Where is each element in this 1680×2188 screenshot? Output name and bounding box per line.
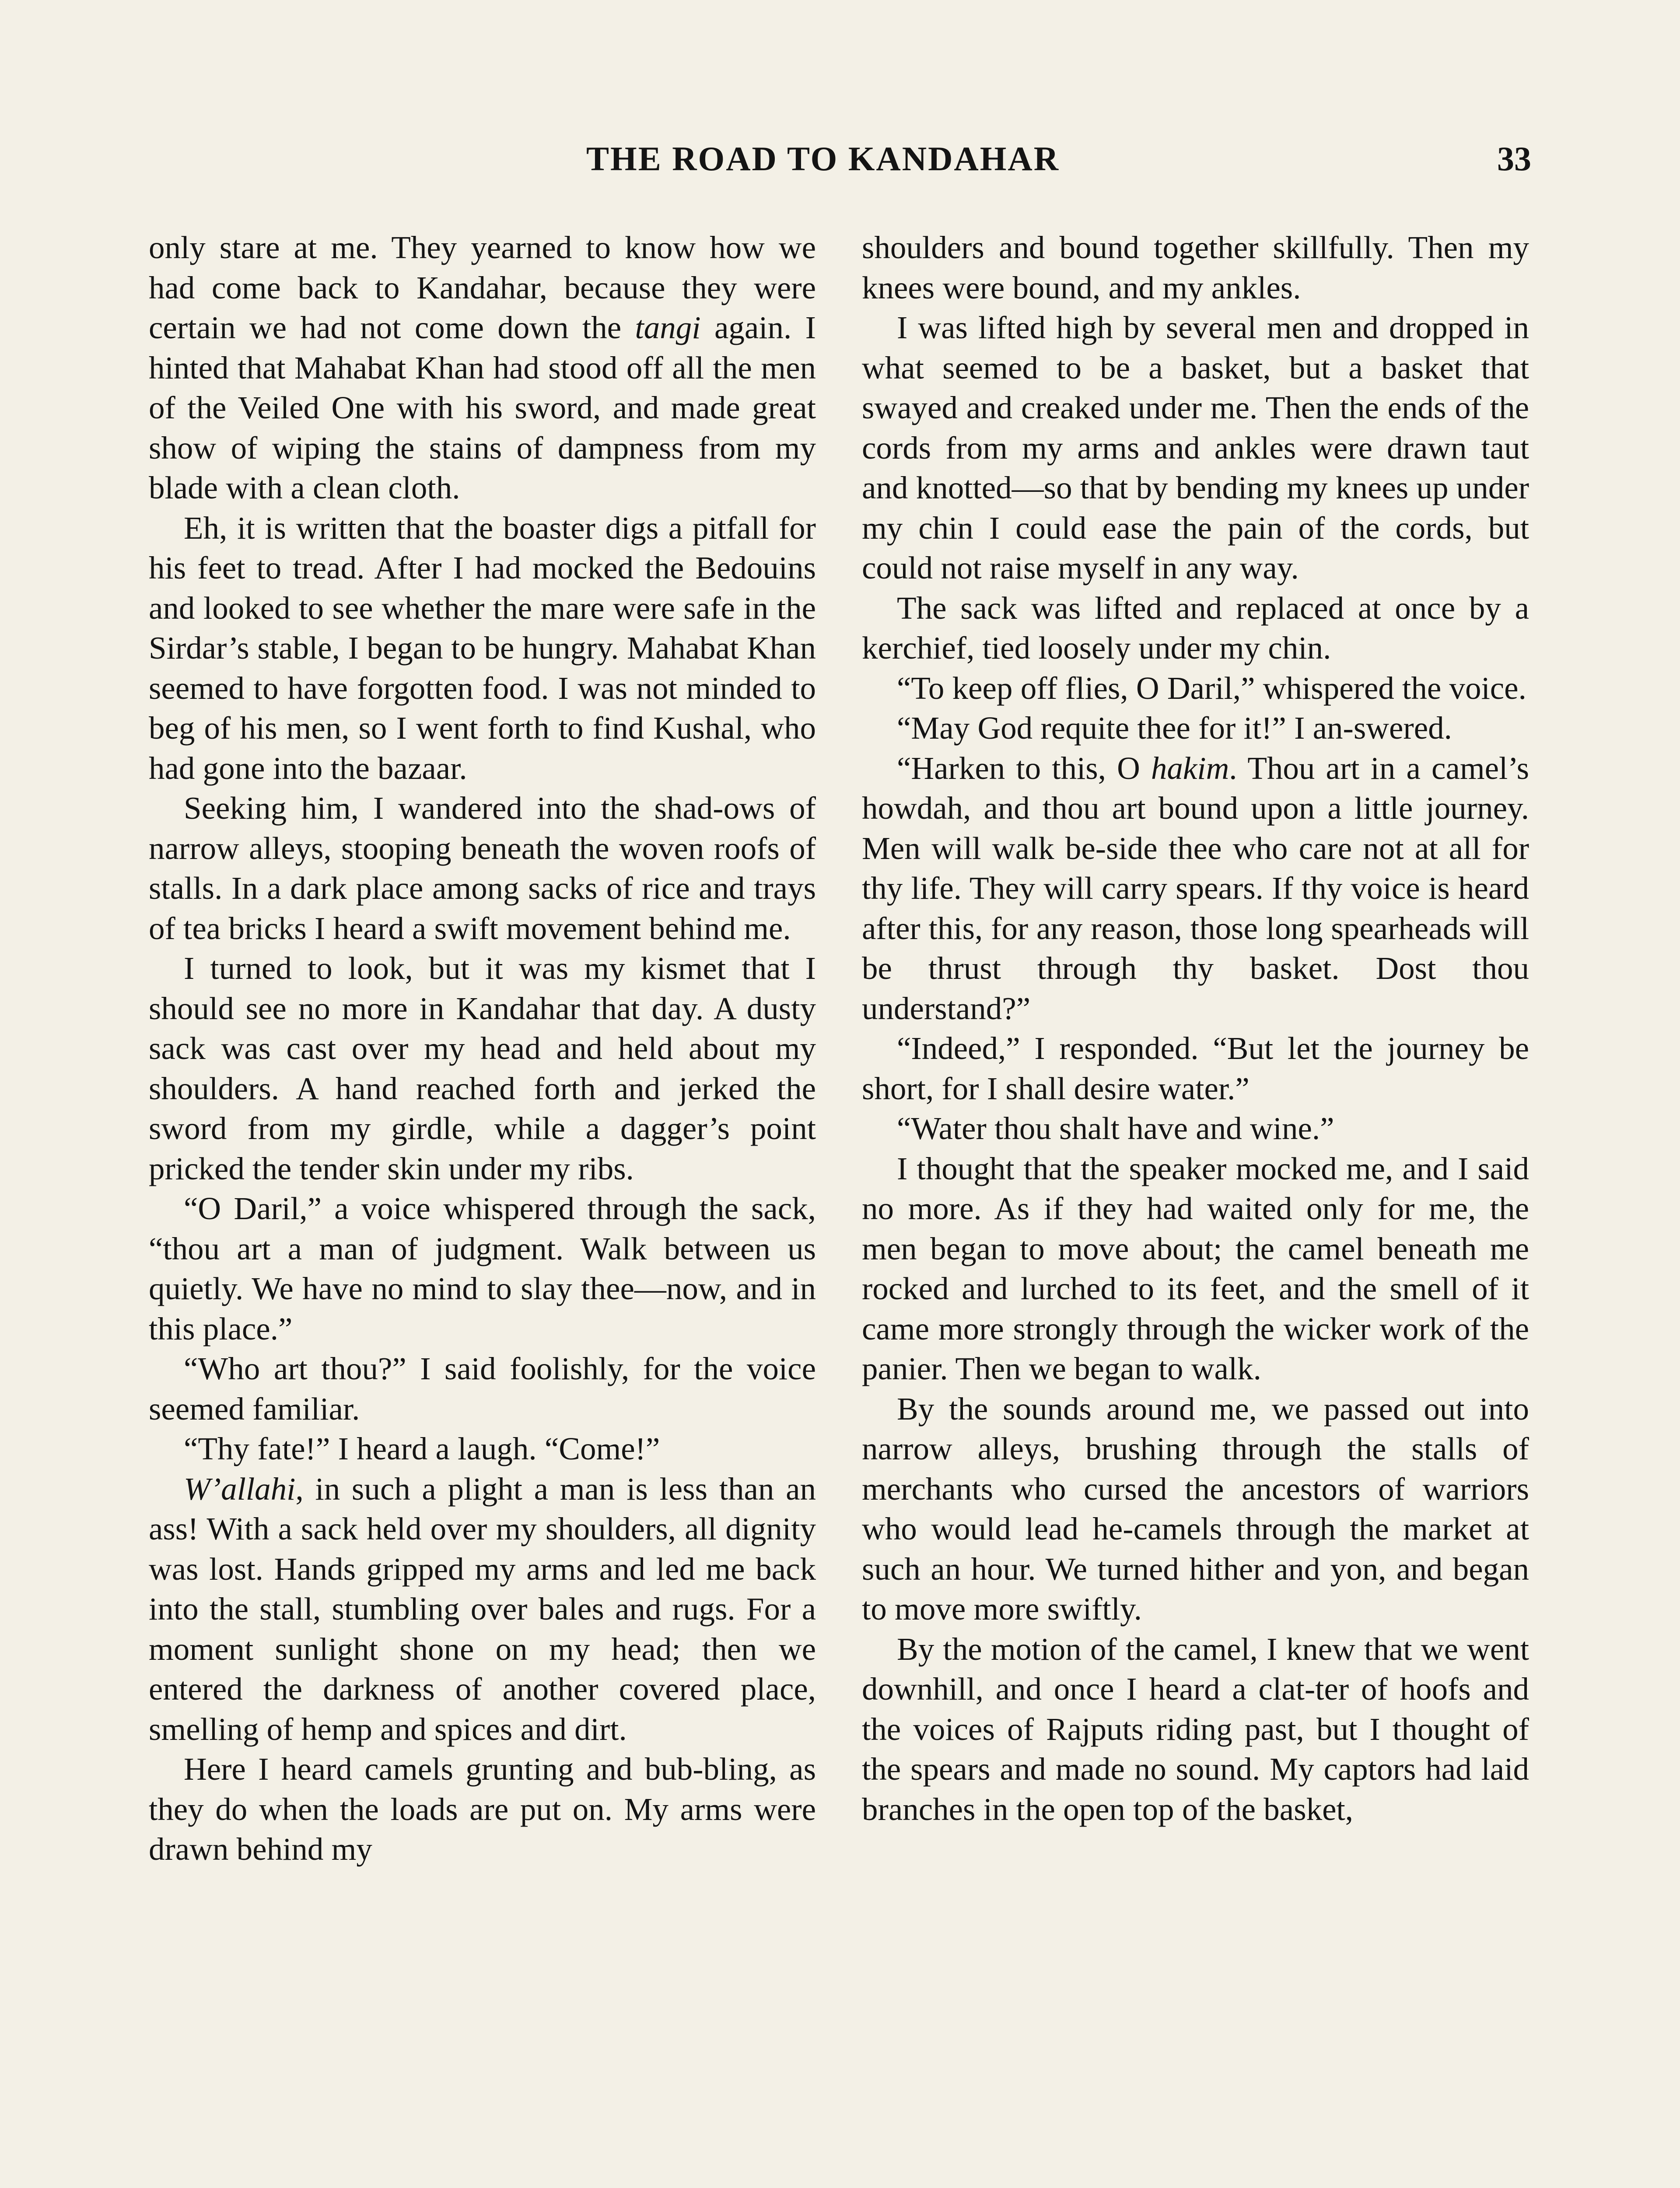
paragraph [149, 228, 816, 508]
paragraph-text: “Harken to this, O [897, 750, 1151, 786]
paragraph [149, 1349, 816, 1429]
paragraph [149, 1429, 816, 1469]
paragraph-text: “Who art thou?” I said foolishly, for the voice seemed familiar. [149, 1351, 816, 1427]
paragraph [862, 708, 1529, 748]
paragraph-text: “Thy fate!” I heard a laugh. “Come!” [184, 1431, 660, 1466]
page-number: 33 [1497, 140, 1531, 178]
paragraph [149, 788, 816, 948]
paragraph-text: “O Daril,” a voice whispered through the sack, “thou art a man of judgment. Walk between us quietly. We have no mind to slay thee—now, and in this place.” [149, 1191, 816, 1346]
italic-word: hakim [1151, 750, 1229, 786]
paragraph-text: again. I hinted that Mahabat Khan had stood off all the men of the Veiled One with his sword, and made great show of wiping the stains of dampness from my blade with a clean cloth. [149, 310, 816, 505]
paragraph-text: “Water thou shalt have and wine.” [897, 1111, 1334, 1146]
paragraph [862, 1149, 1529, 1389]
paragraph [862, 1389, 1529, 1629]
paragraph [149, 1189, 816, 1349]
paragraph [149, 1749, 816, 1869]
page-header [149, 139, 1531, 187]
paragraph [149, 1469, 816, 1750]
paragraph-text: “To keep off flies, O Daril,” whispered the voice. [897, 670, 1526, 706]
paragraph [149, 508, 816, 789]
paragraph [862, 748, 1529, 1029]
paragraph-text: Here I heard camels grunting and bub-bling, as they do when the loads are put on. My arms were drawn behind my [149, 1751, 816, 1867]
paragraph-text: only stare at me. They yearned to know how we had come back to Kandahar, because they were certain we had not come down the [149, 230, 816, 345]
paragraph [862, 228, 1529, 308]
paragraph [862, 1629, 1529, 1830]
left-column [149, 228, 816, 1869]
paragraph [862, 588, 1529, 668]
paragraph-text: By the motion of the camel, I knew that we went downhill, and once I heard a clat-ter of hoofs and the voices of Rajputs riding past, but I thought of the spears and made no sound. My captors had laid branches in the open top of the basket, [862, 1631, 1529, 1827]
paragraph [149, 948, 816, 1189]
paragraph-text: By the sounds around me, we passed out into narrow alleys, brushing through the stalls of merchants who cursed the ancestors of warriors who would lead he-camels through the market at such an hour. We turned hither and yon, and began to move more swiftly. [862, 1391, 1529, 1627]
italic-word: W’allahi [184, 1471, 296, 1507]
paragraph-text: Seeking him, I wandered into the shad-ows of narrow alleys, stooping beneath the woven roofs of stalls. In a dark place among sacks of rice and trays of tea bricks I heard a swift movement behind me. [149, 790, 816, 946]
paragraph [862, 1108, 1529, 1149]
paragraph-text: The sack was lifted and replaced at once by a kerchief, tied loosely under my chin. [862, 590, 1529, 666]
right-column [862, 228, 1529, 1829]
paragraph-text: I thought that the speaker mocked me, and I said no more. As if they had waited only for me, the men began to move about; the camel beneath me rocked and lurched to its feet, and the smell of it came more strongly through the wicker work of the panier. Then we began to walk. [862, 1150, 1529, 1386]
paragraph-text: . Thou art in a camel’s howdah, and thou art bound upon a little journey. Men will walk be-side thee who care not at all for thy life. They will carry spears. If thy voice is heard after this, for any reason, those long spearheads will be thrust through thy basket. Dost thou understand?” [862, 750, 1529, 1026]
running-head: THE ROAD TO KANDAHAR [586, 140, 1060, 178]
italic-word: tangi [635, 310, 701, 345]
paragraph [862, 668, 1529, 708]
paragraph-text: , in such a plight a man is less than an ass! With a sack held over my shoulders, all dignity was lost. Hands gripped my arms and led me back into the stall, stumbling over bales and rugs. For a moment sunlight shone on my head; then we entered the darkness of another covered place, smelling of hemp and spices and dirt. [149, 1471, 816, 1747]
paragraph-text: I was lifted high by several men and dropped in what seemed to be a basket, but a basket that swayed and creaked under me. Then the ends of the cords from my arms and ankles were drawn taut and knotted—so that by bending my knees up under my chin I could ease the pain of the cords, but could not raise myself in any way. [862, 310, 1529, 586]
paragraph-text: shoulders and bound together skillfully. Then my knees were bound, and my ankles. [862, 230, 1529, 305]
paragraph-text: I turned to look, but it was my kismet that I should see no more in Kandahar that day. A dusty sack was cast over my head and held about my shoulders. A hand reached forth and jerked the sword from my girdle, while a dagger’s point pricked the tender skin under my ribs. [149, 950, 816, 1186]
paragraph-text: “Indeed,” I responded. “But let the journey be short, for I shall desire water.” [862, 1031, 1529, 1106]
paragraph [862, 308, 1529, 588]
paragraph [862, 1028, 1529, 1108]
paragraph-text: “May God requite thee for it!” I an-swered. [897, 710, 1452, 746]
paragraph-text: Eh, it is written that the boaster digs a pitfall for his feet to tread. After I had mocked the Bedouins and looked to see whether the mare were safe in the Sirdar’s stable, I began to be hungry. Mahabat Khan seemed to have forgotten food. I was not minded to beg of his men, so I went forth to find Kushal, who had gone into the bazaar. [149, 510, 816, 786]
